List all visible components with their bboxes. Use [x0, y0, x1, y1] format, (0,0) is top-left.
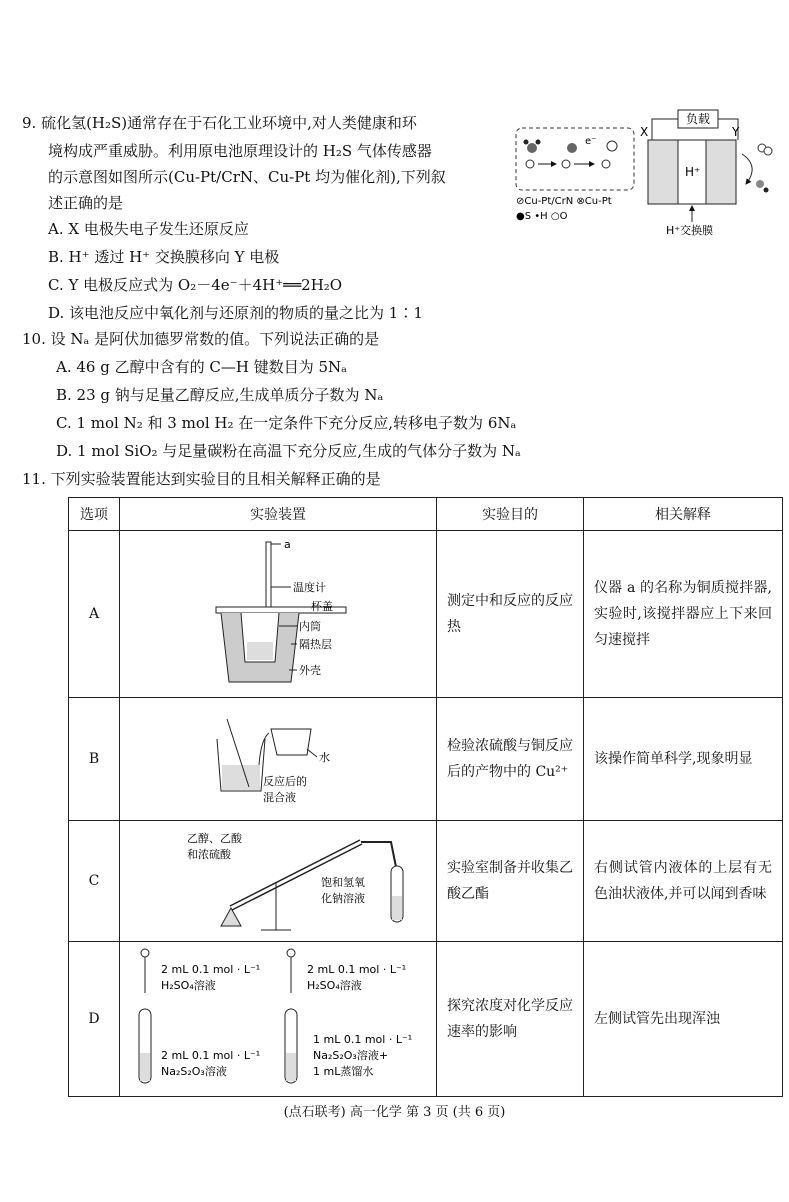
q10-option-b: B. 23 g 钠与足量乙醇反应,生成单质分子数为 Nₐ: [56, 386, 384, 404]
delivery-tube: [361, 842, 397, 872]
o-atom-icon: [607, 141, 617, 151]
svg-text:化钠溶液: 化钠溶液: [321, 892, 365, 905]
table-row: [69, 698, 783, 821]
y-electrode-label: Y: [732, 125, 740, 139]
table-header-row: [69, 498, 783, 531]
h2s-molecule-icon: [527, 143, 537, 153]
svg-text:2 mL 0.1 mol · L⁻¹: 2 mL 0.1 mol · L⁻¹: [161, 963, 261, 976]
s-atom-icon: [567, 143, 577, 153]
row-d-label: D: [69, 942, 120, 1097]
svg-text:外壳: 外壳: [299, 664, 321, 677]
svg-text:饱和氢氧: 饱和氢氧: [321, 876, 365, 889]
h-plus-label: H⁺: [685, 165, 701, 179]
q10-stem: 10. 设 Nₐ 是阿伏加德罗常数的值。下列说法正确的是: [22, 330, 380, 348]
rate-comparison-figure: [121, 943, 435, 1091]
svg-text:1 mL蒸馏水: 1 mL蒸馏水: [313, 1065, 374, 1078]
x-electrode-label: X: [640, 125, 649, 139]
q11-stem: 11. 下列实验装置能达到实验目的且相关解释正确的是: [22, 470, 381, 488]
svg-text:内筒: 内筒: [299, 620, 321, 633]
h2s-sensor-figure: [510, 106, 782, 236]
pouring-beaker: [271, 729, 311, 755]
svg-text:Na₂S₂O₃溶液+: Na₂S₂O₃溶液+: [313, 1049, 389, 1062]
row-c-purpose: 实验室制备并收集乙酸乙酯: [437, 821, 584, 942]
svg-text:和浓硫酸: 和浓硫酸: [187, 848, 231, 861]
table-row: [69, 821, 783, 942]
svg-text:水: 水: [319, 751, 330, 764]
svg-text:a: a: [284, 538, 291, 551]
q9-stem-line-4: 述正确的是: [48, 194, 124, 212]
calorimeter-figure: [121, 532, 435, 692]
row-b-explanation: 该操作简单科学,现象明显: [584, 698, 783, 821]
row-c-explanation: 右侧试管内液体的上层有无色油状液体,并可以闻到香味: [584, 821, 783, 942]
q9-stem-line-2: 境构成严重威胁。利用原电池原理设计的 H₂S 气体传感器: [48, 142, 432, 160]
table-row: [69, 531, 783, 698]
svg-text:H₂SO₄溶液: H₂SO₄溶液: [161, 979, 216, 992]
alcohol-lamp: [221, 908, 241, 926]
q9-option-a: A. X 电极失电子发生还原反应: [48, 220, 249, 238]
header-option: 选项: [69, 498, 120, 531]
row-c-label: C: [69, 821, 120, 942]
row-a-explanation: 仪器 a 的名称为铜质搅拌器,实验时,该搅拌器应上下来回匀速搅拌: [584, 531, 783, 698]
row-b-label: B: [69, 698, 120, 821]
header-apparatus: 实验装置: [120, 498, 437, 531]
svg-text:乙醇、乙酸: 乙醇、乙酸: [187, 832, 242, 845]
header-purpose: 实验目的: [437, 498, 584, 531]
page-footer: (点石联考) 高一化学 第 3 页 (共 6 页): [283, 1105, 506, 1120]
reaction-detail-box: [516, 128, 634, 190]
row-d-explanation: 左侧试管先出现浑浊: [584, 942, 783, 1097]
electron-label: e⁻: [585, 136, 597, 147]
svg-text:2 mL 0.1 mol · L⁻¹: 2 mL 0.1 mol · L⁻¹: [161, 1049, 261, 1062]
catalyst-cu-pt-icon: [602, 160, 610, 168]
svg-text:反应后的: 反应后的: [263, 775, 307, 788]
dilution-figure: [121, 699, 435, 815]
q9-option-c: C. Y 电极反应式为 O₂－4e⁻＋4H⁺══2H₂O: [48, 276, 343, 294]
header-explanation: 相关解释: [584, 498, 783, 531]
table-row: [69, 942, 783, 1097]
svg-text:2 mL 0.1 mol · L⁻¹: 2 mL 0.1 mol · L⁻¹: [307, 963, 407, 976]
svg-text:隔热层: 隔热层: [299, 638, 332, 651]
load-label: 负载: [686, 112, 711, 126]
ester-prep-figure: [121, 822, 435, 936]
row-b-purpose: 检验浓硫酸与铜反应后的产物中的 Cu²⁺: [437, 698, 584, 821]
svg-text:H₂SO₄溶液: H₂SO₄溶液: [307, 979, 362, 992]
legend-atoms: ●S •H ○O: [516, 211, 568, 222]
x-electrode: [648, 140, 678, 204]
row-c-apparatus: [120, 821, 437, 942]
svg-text:Na₂S₂O₃溶液: Na₂S₂O₃溶液: [161, 1065, 227, 1078]
q10-option-a: A. 46 g 乙醇中含有的 C—H 键数目为 5Nₐ: [56, 358, 347, 376]
q9-stem-line-3: 的示意图如图所示(Cu-Pt/CrN、Cu-Pt 均为催化剂),下列叙: [48, 168, 446, 186]
q9-stem-line-1: 9. 硫化氢(H₂S)通常存在于石化工业环境中,对人类健康和环: [22, 114, 417, 132]
svg-text:1 mL 0.1 mol · L⁻¹: 1 mL 0.1 mol · L⁻¹: [313, 1033, 413, 1046]
row-b-apparatus: [120, 698, 437, 821]
row-d-purpose: 探究浓度对化学反应速率的影响: [437, 942, 584, 1097]
svg-text:温度计: 温度计: [293, 581, 326, 594]
row-a-apparatus: [120, 531, 437, 698]
membrane-label: H⁺交换膜: [666, 224, 714, 236]
q9-option-d: D. 该电池反应中氧化剂与还原剂的物质的量之比为 1∶1: [48, 304, 423, 322]
svg-text:杯盖: 杯盖: [311, 600, 333, 613]
legend-catalyst: ⊘Cu-Pt/CrN ⊗Cu-Pt: [516, 196, 612, 207]
row-a-label: A: [69, 531, 120, 698]
q10-option-c: C. 1 mol N₂ 和 3 mol H₂ 在一定条件下充分反应,转移电子数为 6Nₐ: [56, 414, 517, 432]
y-electrode: [706, 140, 736, 204]
svg-text:混合液: 混合液: [263, 791, 296, 804]
q10-option-d: D. 1 mol SiO₂ 与足量碳粉在高温下充分反应,生成的气体分子数为 Nₐ: [56, 442, 521, 460]
row-a-purpose: 测定中和反应的反应热: [437, 531, 584, 698]
row-d-apparatus: [120, 942, 437, 1097]
catalyst-cu-pt-crn-icon: [526, 160, 534, 168]
q9-option-b: B. H⁺ 透过 H⁺ 交换膜移向 Y 电极: [48, 248, 280, 266]
experiment-table: [68, 497, 783, 1097]
